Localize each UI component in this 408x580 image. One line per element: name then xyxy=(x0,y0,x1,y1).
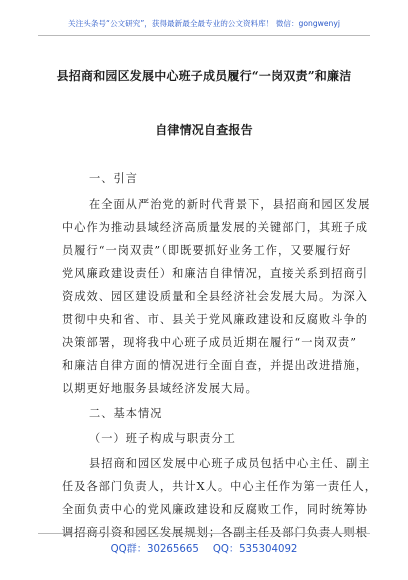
footer-contact xyxy=(0,540,408,555)
page-header xyxy=(38,11,370,36)
paragraph-line: 全面负责中心的党风廉政建设和反腐败工作，同时统筹协 xyxy=(62,503,368,516)
paragraph-line: 县招商和园区发展中心班子成员包括中心主任、副主 xyxy=(89,457,371,470)
section-heading-introduction: 一、引言 xyxy=(89,172,138,185)
paragraph-line: 和廉洁自律方面的情况进行全面自查，并提出改进措施， xyxy=(62,359,368,372)
subsection-heading-team: （一）班子构成与职责分工 xyxy=(89,432,236,445)
paragraph-line: 员履行“一岗双责”（即既要抓好业务工作，又要履行好 xyxy=(62,244,352,257)
paragraph-line: 中心作为推动县域经济高质量发展的关键部门，其班子成 xyxy=(62,221,368,234)
paragraph-line: 贯彻中央和省、市、县关于党风廉政建设和反腐败斗争的 xyxy=(62,313,368,326)
header-promo-text: 关注头条号“公文研究”，获得最新最全最专业的公文资料库！ 微信：gongwenyj xyxy=(68,19,340,28)
paragraph-line: 任及各部门负责人，共计X人。中心主任作为第一责任人， xyxy=(62,480,377,493)
paragraph-line: 决策部署，现将我中心班子成员近期在履行“一岗双责” xyxy=(62,336,358,349)
document-title-line-2: 自律情况自查报告 xyxy=(155,123,253,137)
footer-qq-number: QQ：535304092 xyxy=(212,544,298,555)
paragraph-line: 调招商引资和园区发展规划；各副主任及部门负责人则根 xyxy=(62,526,368,539)
footer-qq-group: QQ群：30265665 xyxy=(110,544,199,555)
paragraph-line: 资成效、园区建设质量和全县经济社会发展大局。为深入 xyxy=(62,290,368,303)
document-title-line-1: 县招商和园区发展中心班子成员履行“一岗双责”和廉洁 xyxy=(56,69,352,83)
paragraph-line: 党风廉政建设责任）和廉洁自律情况，直接关系到招商引 xyxy=(62,267,368,280)
paragraph-line: 在全面从严治党的新时代背景下，县招商和园区发展 xyxy=(89,198,371,211)
section-heading-basic-info: 二、基本情况 xyxy=(89,407,163,420)
paragraph-line: 以期更好地服务县域经济发展大局。 xyxy=(62,382,258,395)
